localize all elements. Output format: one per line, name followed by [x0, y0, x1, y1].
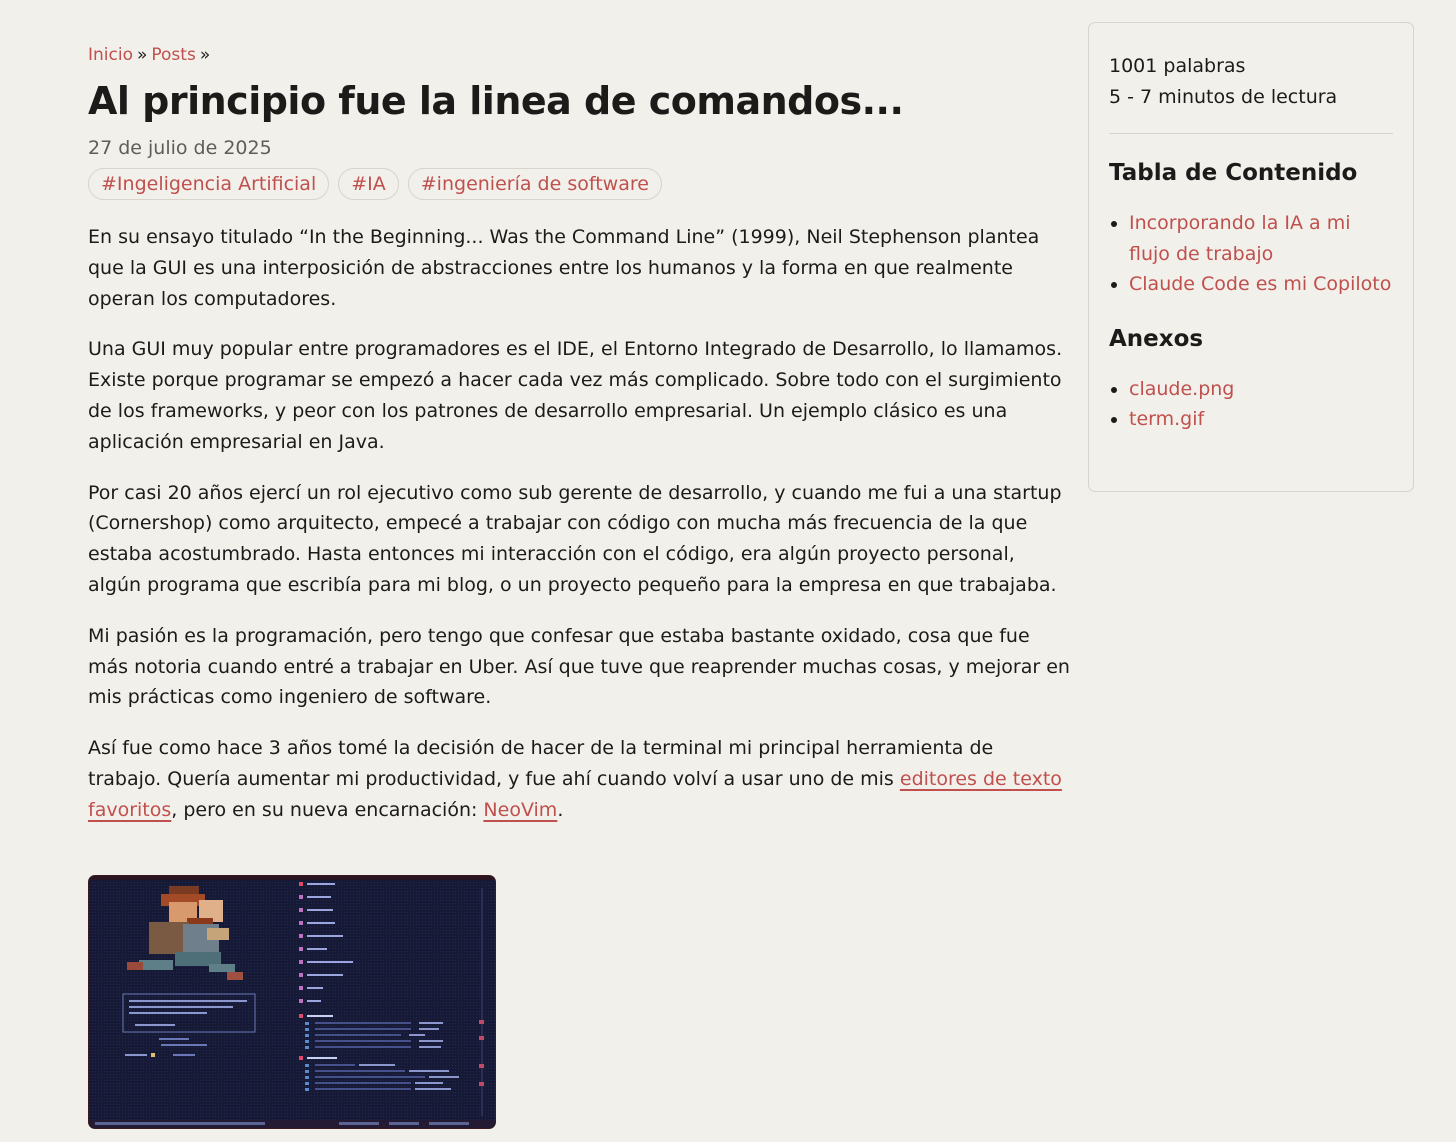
toc-item [1129, 208, 1393, 269]
page-title: Al principio fue la linea de comandos... [88, 79, 904, 123]
tag-ingenieria-de-software[interactable]: #ingeniería de software [408, 168, 662, 200]
tag-list [88, 168, 1070, 200]
post-date: 27 de julio de 2025 [88, 137, 272, 159]
post-paragraph: Mi pasión es la programación, pero tengo que confesar que estaba bastante oxidado, cosa que fue más notoria cuando entré a trabajar en Uber. Así que tuve que reaprender muchas cosas, y mejorar en mis prácticas como ingeniero de software. [88, 624, 1070, 709]
breadcrumb-separator: » [199, 45, 211, 65]
sidebar [1088, 22, 1414, 492]
toc-link-claude-code[interactable]: Claude Code es mi Copiloto [1129, 273, 1392, 296]
breadcrumb [88, 40, 1070, 70]
paragraph-text: , pero en su nueva encarnación: [171, 798, 484, 821]
toc-item [1129, 269, 1393, 300]
annex-link-term-gif[interactable]: term.gif [1129, 408, 1205, 431]
editores-de-texto-link[interactable]: editores de texto favoritos [88, 767, 1062, 821]
terminal-screenshot-image [88, 875, 496, 1129]
toc-title: Tabla de Contenido [1109, 160, 1358, 186]
annex-item [1129, 404, 1393, 435]
post-paragraph: Por casi 20 años ejercí un rol ejecutivo como sub gerente de desarrollo, y cuando me fui a una startup (Cornershop) como arquitecto, empecé a trabajar con código con mucha más frecuencia de la que estaba acostumbrado. Hasta entonces mi interacción con el código, era algún proyecto personal, algún programa que escribía para mi blog, o un proyecto pequeño para la empresa en que trabajaba. [88, 481, 1062, 596]
tag-ingeligencia-artificial[interactable]: #Ingeligencia Artificial [88, 168, 329, 200]
annex-item [1129, 374, 1393, 405]
breadcrumb-separator: » [136, 45, 148, 65]
breadcrumb-home-link[interactable]: Inicio [88, 45, 133, 65]
toc-link-incorporando-la-ia[interactable]: Incorporando la IA a mi flujo de trabajo [1129, 212, 1351, 265]
paragraph-text: Así fue como hace 3 años tomé la decisión de hacer de la terminal mi principal herramienta de trabajo. Quería aumentar mi productividad, y fue ahí cuando volví a usar uno de mis [88, 737, 994, 790]
post-paragraph: Una GUI muy popular entre programadores es el IDE, el Entorno Integrado de Desarrollo, lo llamamos. Existe porque programar se empezó a hacer cada vez más complicado. Sobre todo con el surgimiento de los frameworks, y peor con los patrones de desarrollo empresarial. Un ejemplo clásico es una aplicación empresarial en Java. [88, 338, 1063, 453]
post-paragraph [88, 733, 1070, 825]
annex-list [1109, 374, 1393, 435]
article [88, 40, 1070, 846]
reading-time: 5 - 7 minutos de lectura [1109, 86, 1338, 108]
toc-list [1109, 208, 1393, 300]
breadcrumb-posts-link[interactable]: Posts [151, 45, 196, 65]
neovim-link[interactable]: NeoVim [483, 798, 558, 821]
annex-title: Anexos [1109, 325, 1204, 352]
word-count: 1001 palabras [1109, 55, 1246, 77]
sidebar-divider [1109, 133, 1393, 134]
tag-ia[interactable]: #IA [338, 168, 399, 200]
terminal-screenshot-art [89, 876, 495, 1128]
paragraph-text: . [557, 798, 564, 821]
annex-link-claude-png[interactable]: claude.png [1129, 377, 1235, 400]
post-paragraph: En su ensayo titulado “In the Beginning... Was the Command Line” (1999), Neil Stephenson plantea que la GUI es una interposición de abstracciones entre los humanos y la forma en que realmente operan los computadores. [88, 226, 1040, 310]
post-body [88, 222, 1070, 826]
